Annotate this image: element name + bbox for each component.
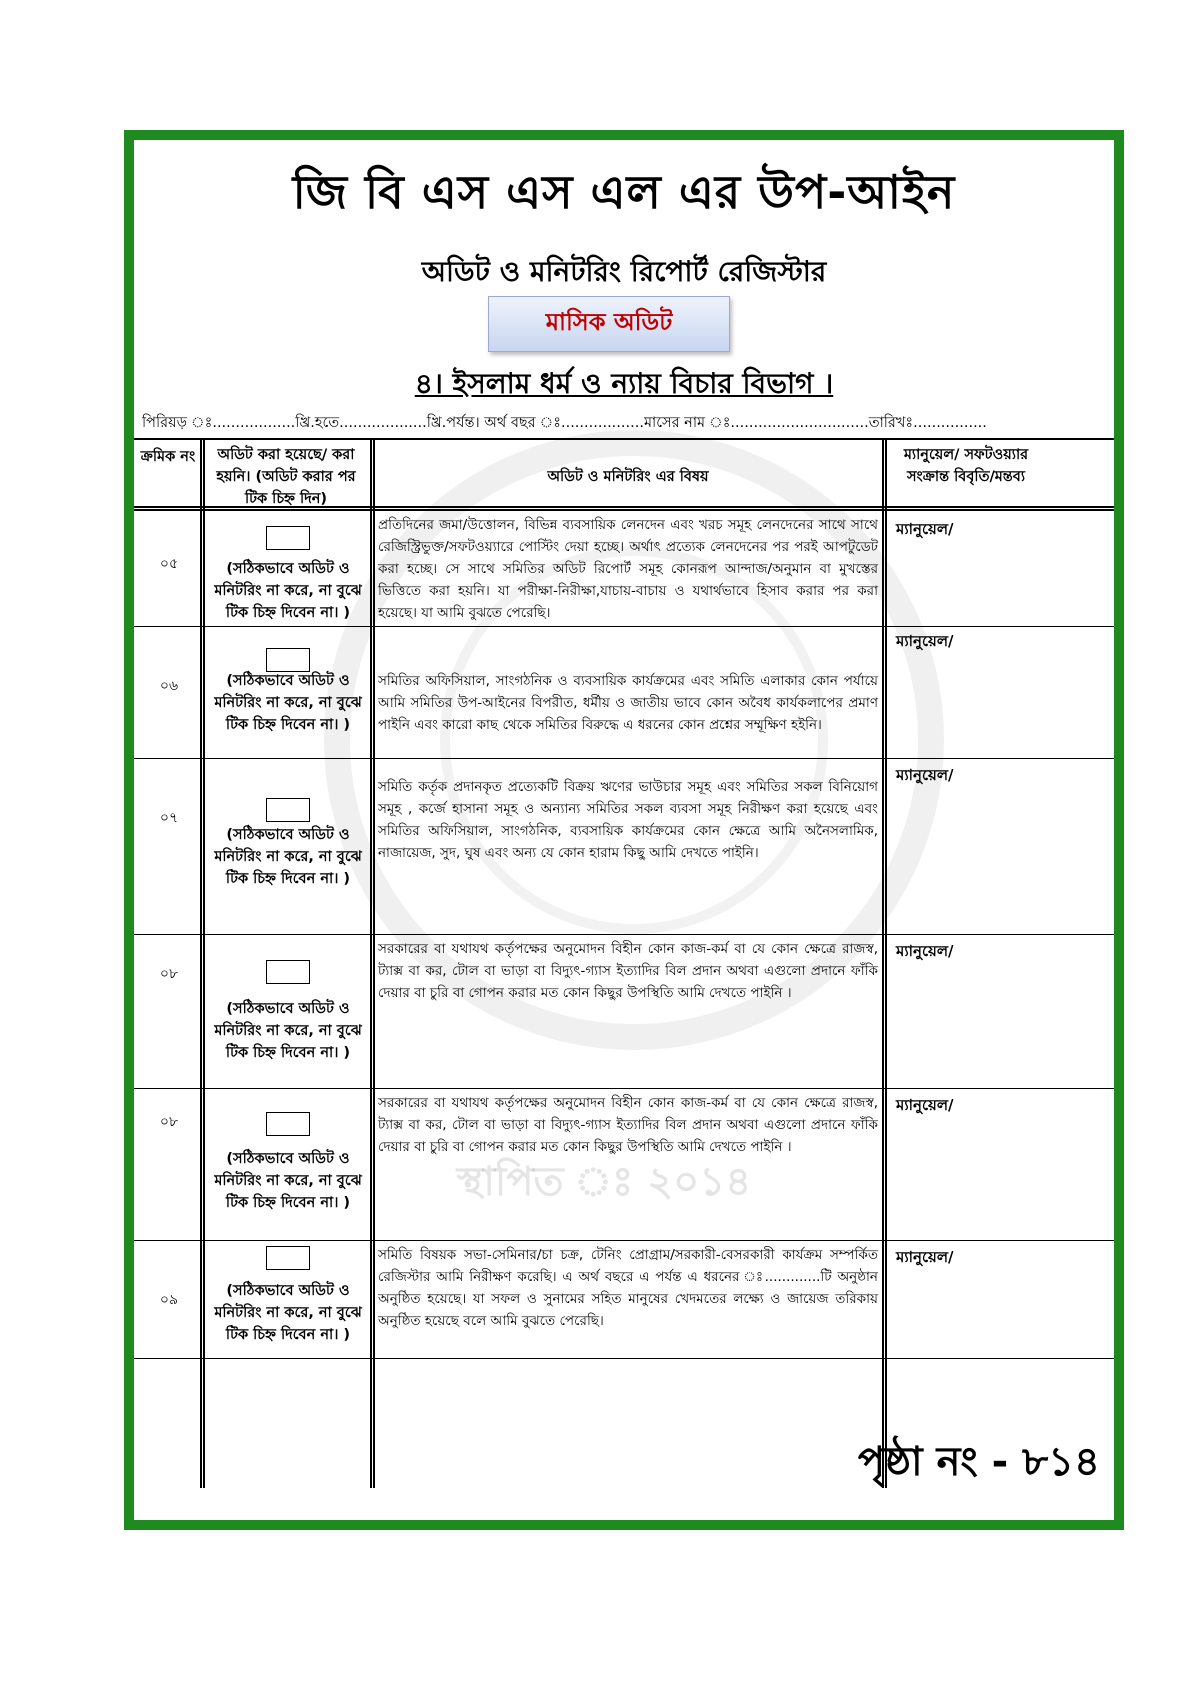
audit-description: সরকারের বা যথাযথ কর্তৃপক্ষের অনুমোদন বিহীন কোন কাজ-কর্ম বা যে কোন ক্ষেত্রে রাজস্ব, ট্যাক্স বা কর, টোল বা ভাড়া বা বিদ্যুৎ-গ্যাস ইত্যাদির বিল প্রদান অথবা এগুলো প্রদানে ফাঁকি দেয়ার বা চুরি বা গোপন করার মত কোন কিছুর উপস্থিতি আমি দেখতে পাইনি ।	[378, 1095, 878, 1155]
audit-description: সরকারের বা যথাযথ কর্তৃপক্ষের অনুমোদন বিহীন কোন কাজ-কর্ম বা যে কোন ক্ষেত্রে রাজস্ব, ট্যাক্স বা কর, টোল বা ভাড়া বা বিদ্যুৎ-গ্যাস ইত্যাদির বিল প্রদান অথবা এগুলো প্রদানে ফাঁকি দেয়ার বা চুরি বা গোপন করার মত কোন কিছুর উপস্থিতি আমি দেখতে পাইনি ।	[378, 941, 878, 1001]
row-serial: ০৫	[159, 556, 179, 572]
audit-description: সমিতি বিষয়ক সভা-সেমিনার/চা চক্র, টেনিং প্রোগ্রাম/সরকারী-বেসরকারী কার্যক্রম সম্পর্কিত রেজিস্টার আমি নিরীক্ষণ করেছি। এ অর্থ বছরে এ পর্যন্ত এ ধরনের ঃ.............টি অনুষ্ঠান অনুষ্ঠিত হয়েছে। যা সফল ও সুনামের সহিত মানুষের খেদমতের লক্ষ্যে ও জায়েজ তরিকায় অনুষ্ঠিত হয়েছে বলে আমি বুঝতে পেরেছি।	[378, 1247, 878, 1329]
audit-checkbox[interactable]	[266, 798, 310, 822]
tick-instruction: (সঠিকভাবে অডিট ও মনিটরিং না করে, না বুঝে টিক চিহ্ন দিবেন না। )	[214, 1151, 362, 1211]
page-frame	[124, 130, 1124, 1530]
period-line: পিরিয়ড় ঃ..................খ্রি.হতে...................খ্রি.পর্যন্ত। অর্থ বছর ঃ..................মাসের নাম ঃ..............................তারিখঃ................	[142, 415, 987, 431]
header-bottom-border	[134, 506, 1114, 511]
row-divider	[134, 1240, 1114, 1241]
remark-label: ম্যানুয়েল/	[896, 1248, 954, 1266]
monthly-audit-badge: মাসিক অডিট	[488, 296, 730, 352]
audit-description: প্রতিদিনের জমা/উত্তোলন, বিভিন্ন ব্যবসায়িক লেনদেন এবং খরচ সমূহ লেনদেনের সাথে সাথে রেজিস্ট্রিভুক্ত/সফটওয়্যারে পোস্টিং দেয়া হচ্ছে। অর্থাৎ প্রত্যেক লেনদেনের পর পরই আপটুডেট করা হচ্ছে। সে সাথে সমিতির অডিট রিপোর্ট সমূহ কোনরূপ আন্দাজ/অনুমান বা মুখস্তের ভিত্তিতে করা হয়নি। যা পরীক্ষা-নিরীক্ষা,যাচায়-বাচায় ও যথার্থভাবে হিসাব করার পর করা হয়েছে। যা আমি বুঝতে পেরেছি।	[378, 517, 878, 621]
tick-instruction: (সঠিকভাবে অডিট ও মনিটরিং না করে, না বুঝে টিক চিহ্ন দিবেন না। )	[214, 561, 362, 621]
row-serial: ০৮	[159, 1114, 179, 1130]
page-number: পৃষ্ঠা নং - ৮১৪	[857, 1439, 1100, 1485]
tick-instruction: (সঠিকভাবে অডিট ও মনিটরিং না করে, না বুঝে টিক চিহ্ন দিবেন না। )	[214, 1001, 362, 1061]
remark-label: ম্যানুয়েল/	[896, 632, 954, 650]
tick-instruction: (সঠিকভাবে অডিট ও মনিটরিং না করে, না বুঝে টিক চিহ্ন দিবেন না। )	[214, 1283, 362, 1343]
tick-instruction: (সঠিকভাবে অডিট ও মনিটরিং না করে, না বুঝে টিক চিহ্ন দিবেন না। )	[214, 673, 362, 733]
audit-description: সমিতির অফিসিয়াল, সাংগঠনিক ও ব্যবসায়িক কার্যক্রমের এবং সমিতি এলাকার কোন পর্যায়ে আমি সমিতির উপ-আইনের বিপরীত, ধর্মীয় ও জাতীয় ভাবে কোন অবৈধ কার্যকলাপের প্রমাণ পাইনি এবং কারো কাছ থেকে সমিতির বিরুদ্ধে এ ধরনের কোন প্রশ্নের সম্মূক্ষিণ হইনি।	[378, 673, 878, 733]
row-divider	[134, 1088, 1114, 1089]
audit-checkbox[interactable]	[266, 1112, 310, 1136]
tick-instruction: (সঠিকভাবে অডিট ও মনিটরিং না করে, না বুঝে টিক চিহ্ন দিবেন না। )	[214, 827, 362, 887]
column-divider	[370, 440, 375, 1488]
row-serial: ০৯	[159, 1292, 179, 1308]
audit-checkbox[interactable]	[266, 648, 310, 672]
header-serial: ক্রমিক নং	[140, 449, 196, 465]
watermark-text: স্থাপিত ঃ ২০১৪	[456, 1159, 752, 1205]
remark-label: ম্যানুয়েল/	[896, 942, 954, 960]
document-title: জি বি এস এস এল এর উপ-আইন	[292, 165, 956, 219]
header-audit-done: অডিট করা হয়েছে/ করা হয়নি। (অডিট করার পর টিক চিহ্ন দিন)	[216, 447, 356, 507]
row-divider	[134, 934, 1114, 935]
audit-checkbox[interactable]	[266, 1246, 310, 1270]
header-remarks: ম্যানুয়েল/ সফটওয়্যার সংক্রান্ত বিবৃতি/মন্তব্য	[903, 447, 1029, 485]
row-divider	[134, 1358, 1114, 1359]
table-top-border	[134, 438, 1114, 440]
header-subject: অডিট ও মনিটরিং এর বিষয়	[547, 469, 709, 485]
row-divider	[134, 758, 1114, 759]
remark-label: ম্যানুয়েল/	[896, 766, 954, 784]
audit-checkbox[interactable]	[266, 526, 310, 550]
row-serial: ০৬	[159, 678, 179, 694]
remark-label: ম্যানুয়েল/	[896, 1096, 954, 1114]
column-divider	[882, 440, 887, 1488]
section-heading: ৪। ইসলাম ধর্ম ও ন্যায় বিচার বিভাগ ।	[414, 367, 834, 400]
row-serial: ০৮	[159, 966, 179, 982]
column-divider	[200, 440, 205, 1488]
row-divider	[134, 626, 1114, 627]
register-subtitle: অডিট ও মনিটরিং রিপোর্ট রেজিস্টার	[421, 255, 827, 288]
audit-description: সমিতি কর্তৃক প্রদানকৃত প্রত্যেকটি বিক্রয় ঋণের ভাউচার সমূহ এবং সমিতির সকল বিনিয়োগ সমূহ , কর্জে হাসানা সমূহ ও অন্যান্য সমিতির সকল ব্যবসা সমূহ নিরীক্ষণ করা হয়েছে এবং সমিতির অফিসিয়াল, সাংগঠনিক, ব্যবসায়িক কার্যক্রমের কোন ক্ষেত্রে আমি অনৈসলামিক, নাজায়েজ, সুদ, ঘুষ এবং অন্য যে কোন হারাম কিছু আমি দেখতে পাইনি।	[378, 779, 878, 861]
row-serial: ০৭	[159, 810, 179, 826]
audit-checkbox[interactable]	[266, 960, 310, 984]
remark-label: ম্যানুয়েল/	[896, 520, 954, 538]
